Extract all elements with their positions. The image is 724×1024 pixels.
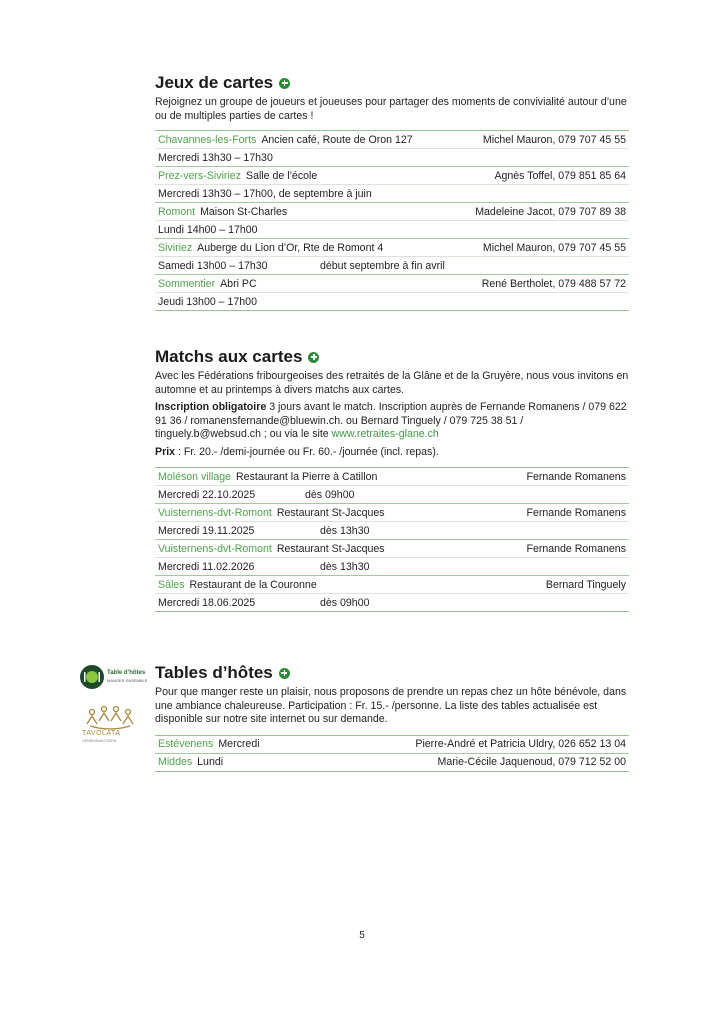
jeux-entry — [155, 131, 629, 166]
prix-text: : Fr. 20.- /demi-journée ou Fr. 60.- /journée (incl. repas). — [175, 445, 439, 458]
entry-contact: Marie-Cécile Jaquenoud, 079 712 52 00 — [437, 756, 626, 768]
tables-intro: Pour que manger reste un plaisir, nous proposons de prendre un repas chez un hôte bénévole, dans une ambiance chaleureuse. Participation : Fr. 15.- /personne. La liste des tables actualisée est disponible sur notre site internet ou sur demande. — [155, 686, 627, 725]
matchs-entry — [155, 575, 629, 611]
entry-contact: Pierre-André et Patricia Uldry, 026 652 13 04 — [415, 738, 626, 750]
entry-day: Mercredi — [218, 738, 260, 750]
entry-location: Prez-vers-Siviriez — [158, 169, 241, 182]
entry-date: Mercredi 11.02.2026 — [158, 560, 255, 573]
jeux-entry-header — [155, 167, 629, 184]
entry-contact: Madeleine Jacot, 079 707 89 38 — [475, 205, 626, 218]
entry-day: Lundi — [197, 756, 224, 768]
tables-entry-row — [155, 736, 629, 753]
tables-table — [155, 735, 629, 772]
matchs-entry-header — [155, 540, 629, 557]
entry-contact: René Bertholet, 079 488 57 72 — [481, 277, 626, 290]
website-link[interactable]: www.retraites-glane.ch — [331, 428, 439, 440]
entry-time: dès 13h30 — [320, 524, 370, 537]
matchs-entry-date — [155, 557, 629, 575]
jeux-entry-schedule — [155, 292, 629, 310]
inscription-text: 3 jours avant le match. Inscription auprès de Fernande Romanens / 079 622 91 36 / romanensfernande@bluewin.ch. ou Bernard Tinguely / 079 725 38 51 / tinguely.b@websud.ch ; ou via le site — [155, 401, 627, 440]
entry-time: dès 09h00 — [305, 488, 355, 501]
entry-time: dès 13h30 — [320, 560, 370, 573]
matchs-entry-date — [155, 485, 629, 503]
inscription-label: Inscription obligatoire — [155, 401, 267, 413]
entry-place: Ancien café, Route de Oron 127 — [261, 133, 413, 146]
tables-entry — [155, 736, 629, 753]
entry-schedule: Jeudi 13h00 – 17h00 — [158, 295, 257, 308]
jeux-entry — [155, 274, 629, 310]
tavolata-people-icon — [82, 704, 142, 732]
entry-note: début septembre à fin avril — [320, 259, 445, 272]
table-dhotes-logo-graphic — [78, 662, 148, 692]
matchs-entry-header — [155, 468, 629, 485]
matchs-entry — [155, 539, 629, 575]
tavolata-logo-text: TAVOLATA — [82, 730, 121, 737]
expand-plus-icon[interactable] — [279, 78, 290, 89]
entry-location: Vuisternens-dvt-Romont — [158, 506, 272, 519]
entry-place: Restaurant St-Jacques — [276, 506, 385, 519]
matchs-table — [155, 467, 629, 612]
entry-contact: Agnès Toffel, 079 851 85 64 — [494, 169, 626, 182]
jeux-entry-header — [155, 131, 629, 148]
jeux-entry-header — [155, 203, 629, 220]
entry-location: Vuisternens-dvt-Romont — [158, 542, 272, 555]
entry-place: Restaurant de la Couronne — [189, 578, 317, 591]
matchs-title: Matchs aux cartes — [155, 347, 303, 366]
matchs-intro: Avec les Fédérations fribourgeoises des retraités de la Glâne et de la Gruyère, nous vous invitons en automne et au printemps à divers matchs aux cartes. — [155, 370, 629, 396]
entry-schedule: Lundi 14h00 – 17h00 — [158, 223, 258, 236]
entry-date: Mercredi 18.06.2025 — [158, 596, 256, 609]
jeux-entry — [155, 166, 629, 202]
entry-date: Mercredi 22.10.2025 — [158, 488, 256, 501]
tables-section — [155, 662, 629, 772]
matchs-entry-date — [155, 593, 629, 611]
expand-plus-icon[interactable] — [308, 352, 319, 363]
entry-contact: Michel Mauron, 079 707 45 55 — [482, 133, 626, 146]
entry-schedule: Mercredi 13h30 – 17h00, de septembre à juin — [158, 187, 372, 200]
entry-location: Moléson village — [158, 470, 232, 483]
matchs-prix — [155, 446, 629, 460]
entry-place: Maison St-Charles — [200, 205, 288, 218]
entry-schedule: Mercredi 13h30 – 17h30 — [158, 151, 273, 164]
matchs-section — [155, 346, 629, 612]
page-number: 5 — [359, 930, 365, 941]
table-dhotes-logo — [78, 662, 148, 692]
entry-time: dès 09h00 — [320, 596, 370, 609]
entry-date: Mercredi 19.11.2025 — [158, 524, 255, 537]
jeux-heading — [155, 72, 629, 94]
entry-location: Sommentier — [158, 277, 216, 290]
matchs-entry — [155, 503, 629, 539]
jeux-entry-header — [155, 239, 629, 256]
entry-place: Abri PC — [220, 277, 257, 290]
entry-schedule: Samedi 13h00 – 17h30 — [158, 259, 268, 272]
entry-place: Restaurant la Pierre à Catillon — [236, 470, 378, 483]
tables-title: Tables d’hôtes — [155, 663, 273, 682]
jeux-entry-schedule — [155, 148, 629, 166]
jeux-entry-schedule — [155, 220, 629, 238]
table-dhotes-logo-text: Table d’hôtes — [107, 670, 146, 676]
entry-location: Sâles — [158, 578, 185, 591]
matchs-entry-header — [155, 504, 629, 521]
expand-plus-icon[interactable] — [279, 668, 290, 679]
jeux-entry-schedule — [155, 256, 629, 274]
entry-contact: Bernard Tinguely — [545, 578, 626, 591]
jeux-entry-header — [155, 275, 629, 292]
entry-location: Siviriez — [158, 241, 193, 254]
entry-contact: Michel Mauron, 079 707 45 55 — [482, 241, 626, 254]
entry-contact: Fernande Romanens — [526, 470, 626, 483]
jeux-table — [155, 130, 629, 311]
prix-label: Prix — [155, 445, 176, 458]
entry-location: Chavannes-les-Forts — [158, 133, 257, 146]
tavolata-logo-sub: GEMEINSAM ESSEN — [82, 739, 117, 743]
entry-location: Estévenens — [158, 738, 214, 750]
matchs-entry — [155, 468, 629, 503]
matchs-heading — [155, 346, 629, 368]
matchs-entry-header — [155, 576, 629, 593]
entry-place: Auberge du Lion d’Or, Rte de Romont 4 — [197, 241, 384, 254]
matchs-inscription — [155, 401, 629, 442]
jeux-intro: Rejoignez un groupe de joueurs et joueuses pour partager des moments de convivialité autour d’une ou de multiples parties de cartes ! — [155, 96, 627, 122]
entry-location: Middes — [158, 756, 193, 768]
entry-contact: Fernande Romanens — [526, 506, 626, 519]
jeux-section — [155, 72, 629, 311]
entry-place: Restaurant St-Jacques — [276, 542, 385, 555]
table-dhotes-logo-sub: MANGER ENSEMBLE — [107, 678, 148, 683]
tables-entry — [155, 753, 629, 771]
jeux-entry — [155, 202, 629, 238]
jeux-entry — [155, 238, 629, 274]
entry-place: Salle de l’école — [246, 169, 318, 182]
tavolata-logo — [82, 704, 150, 744]
entry-contact: Fernande Romanens — [526, 542, 626, 555]
matchs-entry-date — [155, 521, 629, 539]
tables-entry-row — [155, 754, 629, 771]
tables-heading — [155, 662, 629, 684]
jeux-title: Jeux de cartes — [155, 73, 274, 92]
entry-location: Romont — [158, 205, 196, 218]
jeux-entry-schedule — [155, 184, 629, 202]
